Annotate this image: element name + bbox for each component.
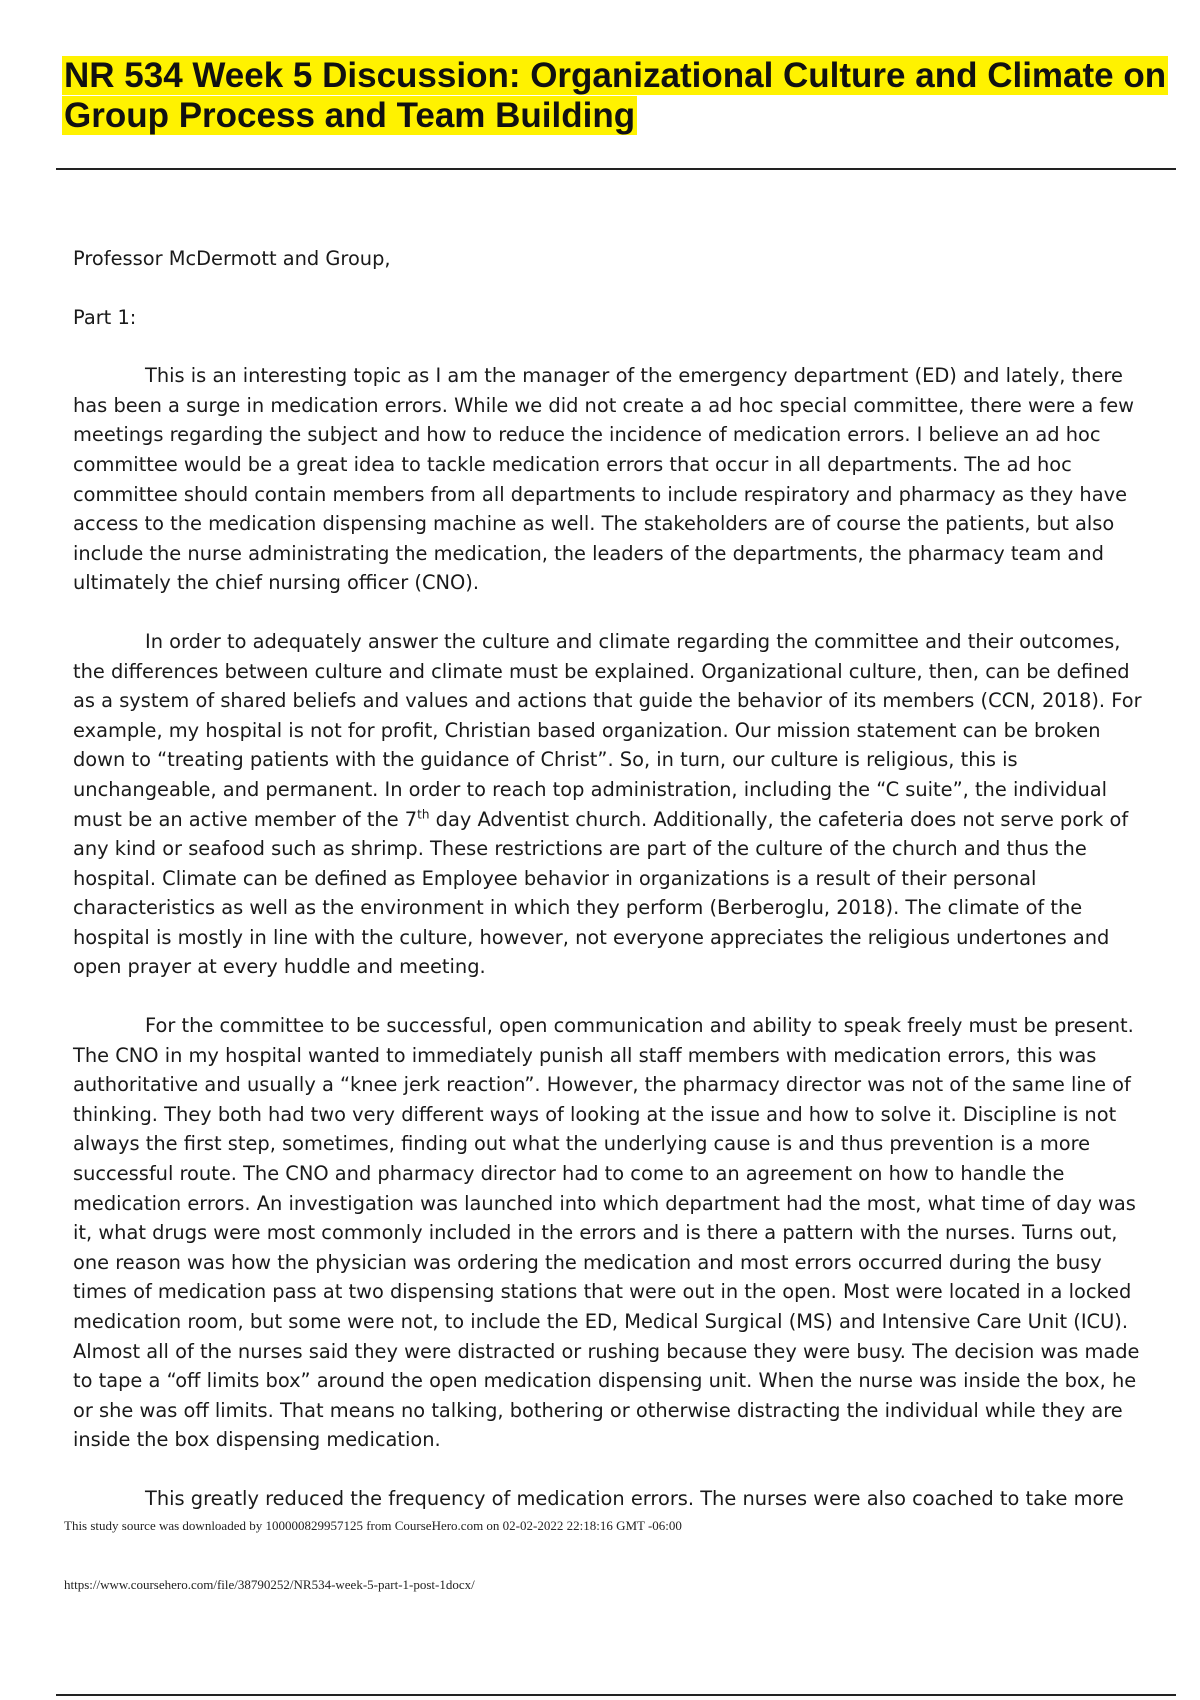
page-title xyxy=(62,56,1172,136)
paragraph-2-text-a: In order to adequately answer the culture and climate regarding the committee and their outcomes, the differences between culture and climate must be explained. Organizational culture, then, can be defined as a system of shared beliefs and values and actions that guide the behavior of its members (CCN, 2018). For example, my hospital is not for profit, Christian based organization. Our mission statement can be broken down to “treating patients with the guidance of Christ”. So, in turn, our culture is religious, this is unchangeable, and permanent. In order to reach top administration, including the “C suite”, the individual must be an active member of the 7 xyxy=(73,629,1142,831)
part-label: Part 1: xyxy=(73,305,137,329)
paragraph-3: For the committee to be successful, open communication and ability to speak freely must be present. The CNO in my hospital wanted to immediately punish all staff members with medication errors, this was authoritative and usually a “knee jerk reaction”. However, the pharmacy director was not of the same line of thinking. They both had two very different ways of looking at the issue and how to solve it. Discipline is not always the first step, sometimes, finding out what the underlying cause is and thus prevention is a more successful route. The CNO and pharmacy director had to come to an agreement on how to handle the medication errors. An investigation was launched into which department had the most, what time of day was it, what drugs were most commonly included in the errors and is there a pattern with the nurses. Turns out, one reason was how the physician was ordering the medication and most errors occurred during the busy times of medication pass at two dispensing stations that were out in the open. Most were located in a locked medication room, but some were not, to include the ED, Medical Surgical (MS) and Intensive Care Unit (ICU). Almost all of the nurses said they were distracted or rushing because they were busy. The decision was made to tape a “off limits box” around the open medication dispensing unit. When the nurse was inside the box, he or she was off limits. That means no talking, bothering or otherwise distracting the individual while they are inside the box dispensing medication. xyxy=(73,1014,1140,1452)
source-url[interactable]: https://www.coursehero.com/file/38790252/NR534-week-5-part-1-post-1docx/ xyxy=(64,1577,475,1592)
title-divider xyxy=(56,168,1176,170)
page-bottom-divider xyxy=(56,1694,1176,1696)
download-source-note: This study source was downloaded by 100000829957125 from CourseHero.com on 02-02-2022 22:18:16 GMT -06:00 xyxy=(64,1518,682,1533)
paragraph-2-text-b: day Adventist church. Additionally, the cafeteria does not serve pork of any kind or seafood such as shrimp. These restrictions are part of the culture of the church and thus the hospital. Climate can be defined as Employee behavior in organizations is a result of their personal characteristics as well as the environment in which they perform (Berberoglu, 2018). The climate of the hospital is mostly in line with the culture, however, not everyone appreciates the religious undertones and open prayer at every huddle and meeting. xyxy=(73,807,1129,979)
title-highlight: NR 534 Week 5 Discussion: Organizational Culture and Climate on Group Process and Team Building xyxy=(64,56,1167,135)
greeting: Professor McDermott and Group, xyxy=(73,247,391,270)
document-body xyxy=(73,244,1155,1543)
title-block xyxy=(62,56,1172,136)
paragraph-1: This is an interesting topic as I am the manager of the emergency department (ED) and lately, there has been a surge in medication errors. While we did not create a ad hoc special committee, there were a few meetings regarding the subject and how to reduce the incidence of medication errors. I believe an ad hoc committee would be a great idea to tackle medication errors that occur in all departments. The ad hoc committee should contain members from all departments to include respiratory and pharmacy as they have access to the medication dispensing machine as well. The stakeholders are of course the patients, but also include the nurse administrating the medication, the leaders of the departments, the pharmacy team and ultimately the chief nursing officer (CNO). xyxy=(73,364,1135,595)
paragraph-2 xyxy=(73,627,1155,982)
ordinal-superscript: th xyxy=(417,807,430,822)
paragraph-4: This greatly reduced the frequency of medication errors. The nurses were also coached to take more xyxy=(145,1486,1124,1510)
